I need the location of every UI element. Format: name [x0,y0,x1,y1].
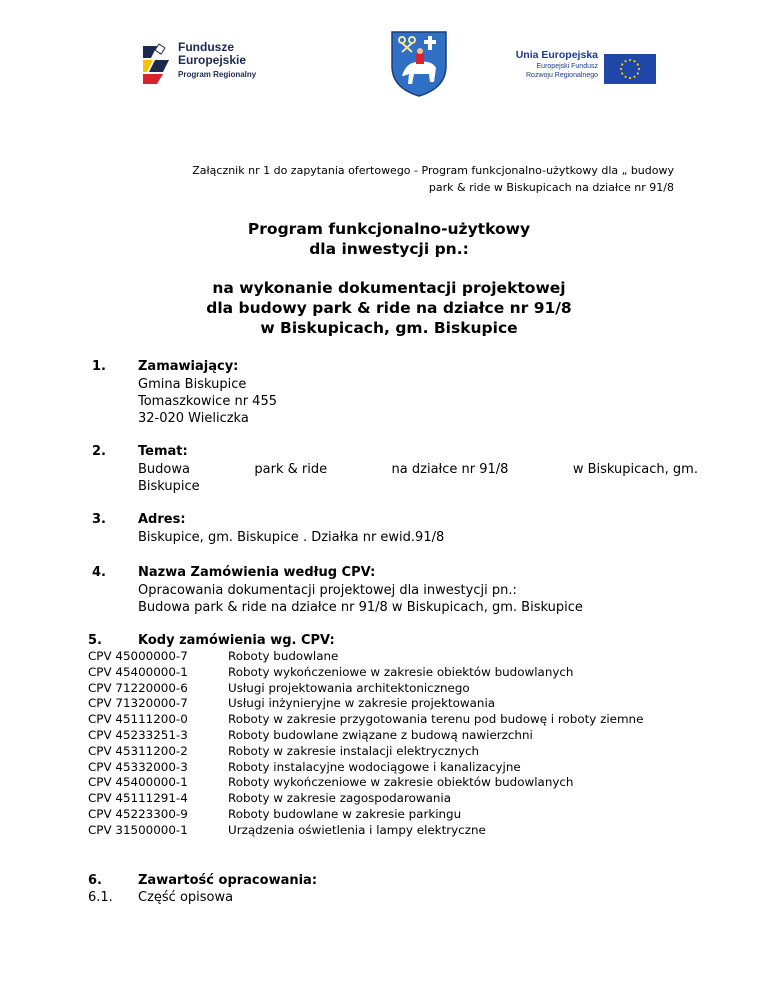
section-2-number: 2. [92,444,106,459]
cpv-code: CPV 45332000-3 [88,759,188,774]
fe-stars-icon [143,38,171,84]
cpv-row [88,807,688,823]
title-line2: dla inwestycji pn.: [309,240,469,258]
cpv-row [88,791,688,807]
s2-part4: w Biskupicach, gm. [572,462,698,477]
section-6-heading: Zawartość opracowania: [138,873,318,888]
cpv-desc: Roboty w zakresie przygotowania terenu pod budowę i roboty ziemne [228,712,644,727]
cpv-row [88,665,688,681]
s4-line2: Budowa park & ride na działce nr 91/8 w Biskupicach, gm. Biskupice [138,600,583,615]
cpv-code: CPV 45400000-1 [88,664,188,679]
cpv-code: CPV 71220000-6 [88,680,188,695]
title-line5: w Biskupicach, gm. Biskupice [260,319,518,337]
ue-line3: Rozwoju Regionalnego [526,72,598,79]
cpv-list [88,649,688,839]
document-subtitle [0,278,768,338]
section-5-number: 5. [88,633,102,648]
cpv-desc: Roboty budowlane [228,649,339,663]
s3-line1: Biskupice, gm. Biskupice . Działka nr ewid.91/8 [138,530,445,545]
section-4-heading: Nazwa Zamówienia według CPV: [138,565,376,580]
section-3-number: 3. [92,512,106,527]
section-1-heading: Zamawiający: [138,359,239,374]
cpv-code: CPV 45233251-3 [88,727,188,742]
fe-line1: Fundusze [178,40,234,54]
section-1-body [138,376,698,427]
municipal-crest-icon [388,28,450,98]
cpv-row [88,649,688,665]
section-2-heading: Temat: [138,444,188,459]
cpv-desc: Roboty w zakresie instalacji elektrycznych [228,743,480,758]
cpv-row [88,728,688,744]
section-5-heading: Kody zamówienia wg. CPV: [138,633,335,648]
eu-flag-icon [604,54,656,84]
cpv-desc: Urządzenia oświetlenia i lampy elektryczne [228,822,486,837]
section-4-number: 4. [92,565,106,580]
fe-line2: Europejskie [178,53,247,67]
section-6-1-label: Część opisowa [138,890,234,905]
cpv-code: CPV 45223300-9 [88,806,188,821]
eu-logo [514,48,656,88]
attachment-note [100,162,674,196]
ue-line2: Europejski Fundusz [536,63,598,70]
title-line3: na wykonanie dokumentacji projektowej [212,279,566,297]
cpv-code: CPV 45000000-7 [88,649,188,663]
s1-line1: Gmina Biskupice [138,377,247,392]
section-6-number: 6. [88,873,102,888]
attachment-line1: Załącznik nr 1 do zapytania ofertowego - Program funkcjonalno-użytkowy dla „ budowy [192,164,674,177]
cpv-desc: Usługi inżynieryjne w zakresie projektowania [228,696,496,711]
cpv-code: CPV 45111200-0 [88,712,188,727]
fe-line3: Program Regionalny [178,70,257,79]
cpv-code: CPV 31500000-1 [88,822,188,837]
cpv-desc: Usługi projektowania architektonicznego [228,680,470,695]
cpv-row [88,823,688,839]
cpv-row [88,696,688,712]
title-line1: Program funkcjonalno-użytkowy [247,220,531,238]
s2-line2: Biskupice [138,479,200,494]
cpv-desc: Roboty wykończeniowe w zakresie obiektów budowlanych [228,664,574,679]
cpv-code: CPV 45111291-4 [88,791,188,806]
s2-part3: na działce nr 91/8 [391,462,509,477]
s1-line3: 32-020 Wieliczka [138,411,249,426]
cpv-row [88,760,688,776]
cpv-row [88,681,688,697]
s2-part1: Budowa [138,462,190,477]
s1-line2: Tomaszkowice nr 455 [138,394,277,409]
s4-line1: Opracowania dokumentacji projektowej dla inwestycji pn.: [138,583,517,598]
cpv-row [88,712,688,728]
section-6-1-number: 6.1. [88,890,113,905]
section-4-body [138,582,698,616]
cpv-desc: Roboty wykończeniowe w zakresie obiektów budowlanych [228,775,574,790]
cpv-row [88,775,688,791]
cpv-row [88,744,688,760]
cpv-desc: Roboty budowlane w zakresie parkingu [228,806,462,821]
section-1-number: 1. [92,359,106,374]
document-title [0,219,768,259]
section-2-line1 [138,461,698,478]
cpv-desc: Roboty instalacyjne wodociągowe i kanalizacyjne [228,759,521,774]
attachment-line2: park & ride w Biskupicach na działce nr 91/8 [428,181,674,194]
fundusze-europejskie-logo [143,38,273,84]
cpv-code: CPV 45400000-1 [88,775,188,790]
s2-part2: park & ride [254,462,328,477]
ue-line1: Unia Europejska [515,49,598,61]
section-3-heading: Adres: [138,512,186,527]
cpv-code: CPV 71320000-7 [88,696,188,711]
title-line4: dla budowy park & ride na działce nr 91/8 [206,299,572,317]
cpv-desc: Roboty budowlane związane z budową nawierzchni [228,727,533,742]
cpv-code: CPV 45311200-2 [88,743,188,758]
cpv-desc: Roboty w zakresie zagospodarowania [228,791,452,806]
